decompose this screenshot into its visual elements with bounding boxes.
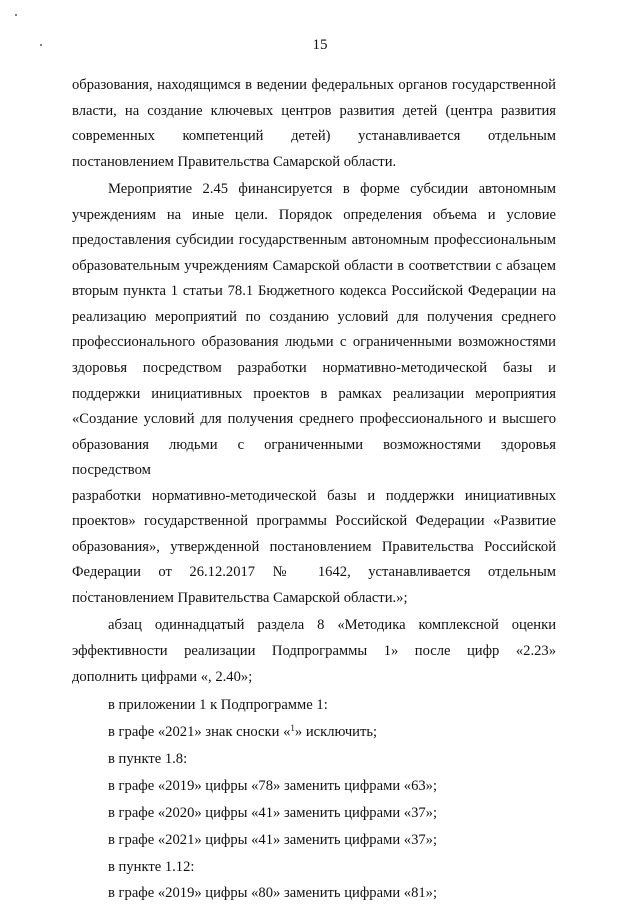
text-line: Федерации от 26.12.2017 № 1642, устанавливается отдельным bbox=[72, 564, 556, 581]
paragraph-2 bbox=[72, 177, 556, 611]
scan-speck bbox=[15, 14, 17, 16]
document-body bbox=[72, 73, 556, 907]
text-line: предоставления субсидии государственным автономным профессиональным bbox=[72, 232, 556, 249]
text-line: здоровья посредством разработки нормативно-методической базы и bbox=[72, 360, 556, 377]
text-line: образования», утвержденной постановлением Правительства Российской bbox=[72, 538, 556, 555]
text-line: учреждениям на иные цели. Порядок определения объема и условие bbox=[72, 206, 556, 223]
text-line: дополнить цифрами «, 2.40»; bbox=[72, 668, 253, 685]
text-line: власти, на создание ключевых центров развития детей (центра развития bbox=[72, 102, 556, 119]
text-line: поддержки инициативных проектов в рамках реализации мероприятия bbox=[72, 385, 556, 402]
page-number: 15 bbox=[312, 37, 328, 53]
paragraph-3 bbox=[72, 613, 556, 690]
item-text-before: в графе «2021» знак сноски « bbox=[108, 724, 291, 741]
footnote-mark: 1 bbox=[290, 723, 295, 734]
text-line: образования, находящимся в ведении федеральных органов государственной bbox=[72, 77, 556, 93]
text-line: образования людьми с ограниченными возможностями здоровья посредством bbox=[72, 436, 556, 479]
text-line: постановлением Правительства Самарской области. bbox=[72, 153, 397, 170]
scan-speck bbox=[40, 44, 42, 46]
paragraph-1 bbox=[72, 73, 556, 175]
amendment-item: в графе «2019» цифры «80» заменить цифрами «81»; bbox=[108, 885, 438, 902]
text-line: реализацию мероприятий по созданию условий для получения среднего bbox=[72, 308, 556, 325]
amendment-item: в пункте 1.12: bbox=[108, 858, 195, 875]
amendment-item: в графе «2019» цифры «78» заменить цифрами «63»; bbox=[108, 777, 438, 794]
text-line: современных компетенций детей) устанавливается отдельным bbox=[72, 128, 556, 145]
text-line: эффективности реализации Подпрограммы 1» после цифр «2.23» bbox=[72, 643, 556, 660]
item-text-after: » исключить; bbox=[294, 724, 378, 741]
amendment-item: в пункте 1.8: bbox=[108, 750, 188, 767]
amendment-item-footnote bbox=[72, 719, 556, 746]
text-line: Мероприятие 2.45 финансируется в форме субсидии автономным bbox=[108, 181, 556, 198]
text-line: профессионального образования людьми с ограниченными возможностями bbox=[72, 334, 556, 351]
amendment-item: в графе «2020» цифры «41» заменить цифрами «37»; bbox=[108, 804, 438, 821]
amendment-list bbox=[72, 692, 556, 907]
text-line: постановлением Правительства Самарской области.»; bbox=[72, 589, 408, 606]
amendment-item: в приложении 1 к Подпрограмме 1: bbox=[108, 697, 328, 714]
text-line: проектов» государственной программы Российской Федерации «Развитие bbox=[72, 513, 556, 530]
text-line: абзац одиннадцатый раздела 8 «Методика комплексной оценки bbox=[108, 617, 556, 634]
amendment-item: в графе «2021» цифры «41» заменить цифрами «37»; bbox=[108, 831, 438, 848]
text-line: разработки нормативно-методической базы и поддержки инициативных bbox=[72, 487, 556, 504]
text-line: вторым пункта 1 статьи 78.1 Бюджетного кодекса Российской Федерации на bbox=[72, 283, 556, 300]
text-line: образовательным учреждениям Самарской области в соответствии с абзацем bbox=[72, 257, 556, 274]
text-line: «Создание условий для получения среднего профессионального и высшего bbox=[72, 411, 556, 428]
